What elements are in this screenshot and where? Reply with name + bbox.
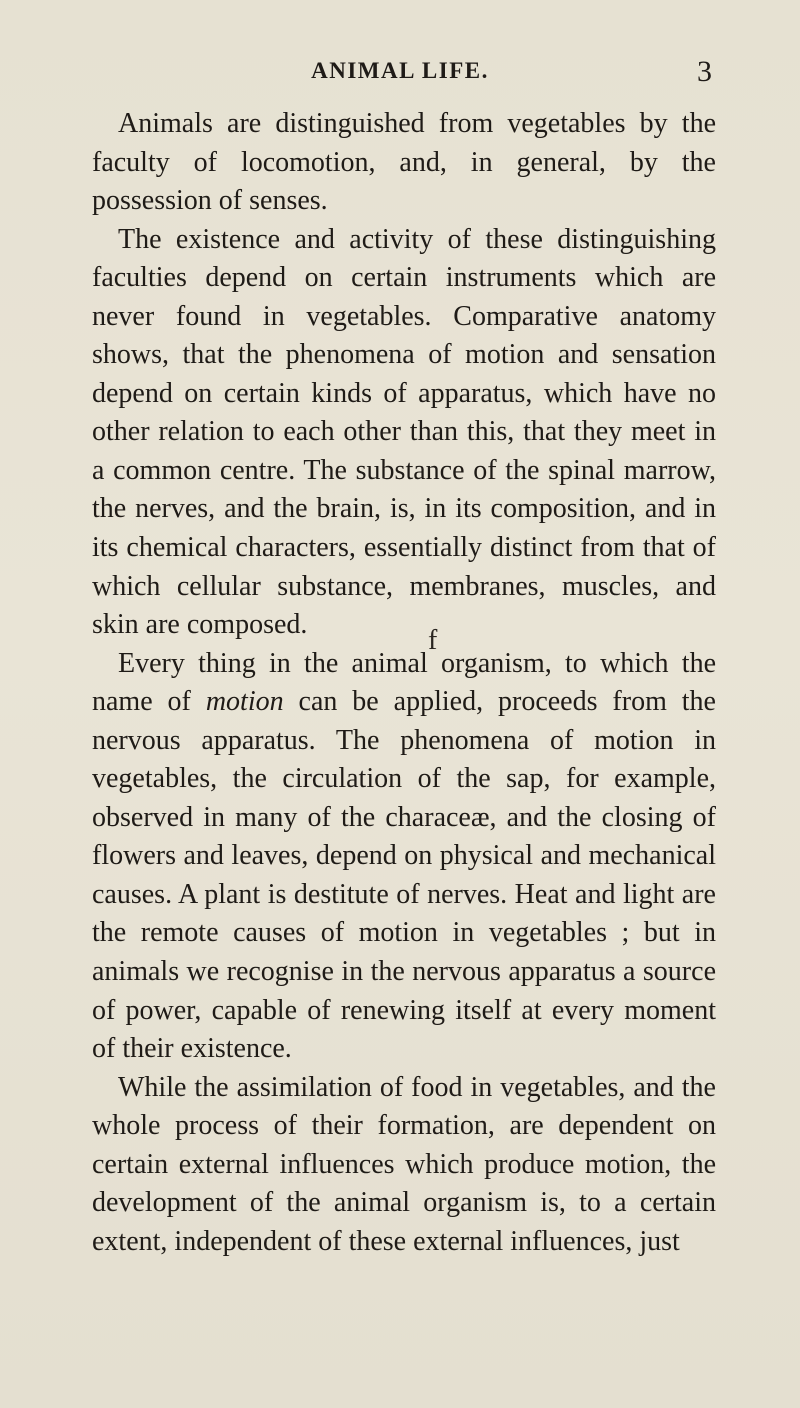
- stray-mark: f: [428, 625, 438, 656]
- paragraph-2: The existence and activity of these distinguishing faculties depend on certain instruments which are never found in vegetables. Comparative anatomy shows, that the phenomena of motion and sensation depend on certain kinds of apparatus, which have no other relation to each other than this, that they meet in a common centre. The substance of the spinal marrow, the nerves, and the brain, is, in its composition, and in its chemical characters, essentially distinct from that of which cellular substance, membranes, muscles, and skin are composed.: [92, 223, 716, 641]
- paragraph-3-lead: Every thing in the animal organism, to which the name of: [92, 647, 716, 718]
- running-head: [0, 55, 800, 88]
- paragraph-3: [92, 645, 716, 1069]
- running-title: ANIMAL LIFE.: [311, 58, 489, 83]
- paragraph-1: Animals are distinguished from vegetables by the faculty of locomotion, and, in general, by the possession of senses.: [92, 108, 716, 217]
- body-text: [92, 105, 716, 1261]
- page-number: 3: [697, 55, 712, 88]
- paragraph-3-rest: can be applied, proceeds from the nervous apparatus. The phenomena of motion in vegetables, the circulation of the sap, for example, observed in many of the characeæ, and the closing of flowers and leaves, depend on physical and mechanical causes. A plant is destitute of nerves. Heat and light are the remote causes of motion in vegetables ; but in animals we recognise in the nervous apparatus a source of power, capable of renewing itself at every moment of their existence.: [92, 686, 716, 1065]
- paragraph-3-emphasis: motion: [205, 686, 284, 718]
- paragraph-4: While the assimilation of food in vegetables, and the whole process of their formation, are dependent on certain external influences which produce motion, the development of the animal organism is, to a certain extent, independent of these external influences, just: [92, 1071, 716, 1257]
